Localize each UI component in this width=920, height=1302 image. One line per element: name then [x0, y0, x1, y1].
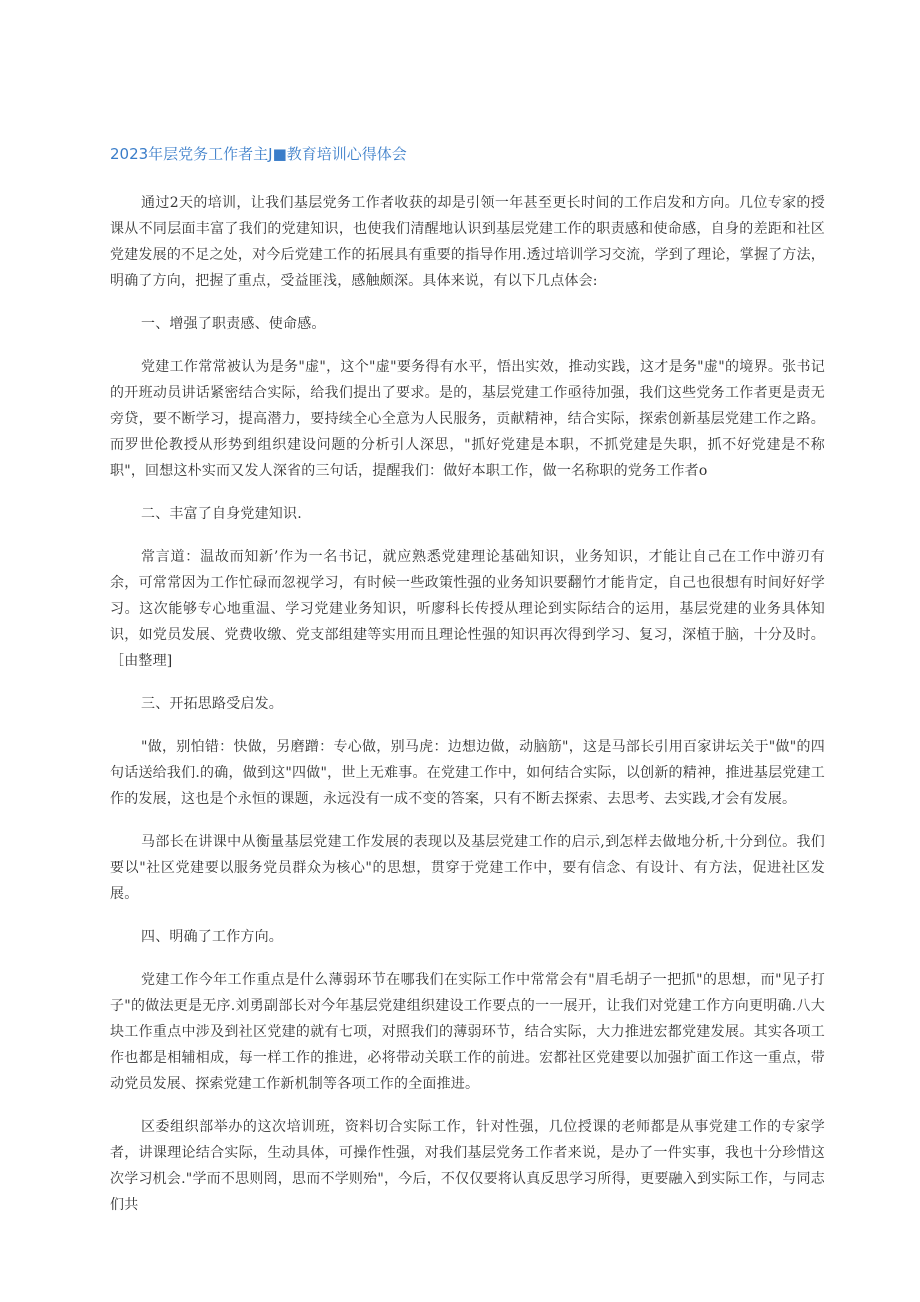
section-heading-2: 二、丰富了自身党建知识. — [141, 506, 302, 522]
section-heading-1: 一、增强了职责感、使命感。 — [141, 316, 326, 332]
paragraph-work-direction: 党建工作今年工作重点是什么薄弱环节在哪我们在实际工作中常常会有"眉毛胡子一把抓"的思想，而"见子打子"的做法更是无序.刘勇副部长对今年基层党建组织建设工作要点的一一展开，让我们对党建工作方向更明确.八大块工作重点中涉及到社区党建的就有七项，对照我们的薄弱环节，结合实际，大力推进宏都党建发展。其实各项工作也都是相辅相成，每一样工作的推进，必将带动关联工作的前进。宏都社区党建要以加强扩面工作这一重点，带动党员发展、探索党建工作新机制等各项工作的全面推进。 — [110, 972, 825, 1092]
paragraph-responsibility: 党建工作常常被认为是务"虚"，这个"虚"要务得有水平，悟出实效，推动实践，这才是务"虚"的境界。张书记的开班动员讲话紧密结合实际，给我们提出了要求。是的，基层党建工作亟待加强，我们这些党务工作者更是责无旁贷，要不断学习，提高潜力，要持续全心全意为人民服务，贡献精神，结合实际，探索创新基层党建工作之路。而罗世伦教授从形势到组织建设问题的分析引人深思，"抓好党建是本职，不抓党建是失职，抓不好党建是不称职"，回想这朴实而又发人深省的三句话，提醒我们：做好本职工作，做一名称职的党务工作者o — [110, 359, 825, 479]
section-heading-3: 三、开拓思路受启发。 — [141, 696, 283, 712]
paragraph-community-core: 马部长在讲课中从衡量基层党建工作发展的表现以及基层党建工作的启示,到怎样去做地分析,十分到位。我们要以"社区党建要以服务党员群众为核心"的思想，贯穿于党建工作中，要有信念、有设计、有方法，促进社区发展。 — [110, 834, 825, 902]
paragraph-knowledge: 常言道：温故而知新’作为一名书记，就应熟悉党建理论基础知识，业务知识，才能让自己在工作中游刃有余，可常常因为工作忙碌而忽视学习，有时候一些政策性强的业务知识要翻竹才能肯定，自己也很想有时间好好学习。这次能够专心地重温、学习党建业务知识，听廖科长传授从理论到实际结合的运用，基层党建的业务具体知识，如党员发展、党费收缴、党支部组建等实用而且理论性强的知识再次得到学习、复习，深植于脑，十分及时。［由整理] — [110, 549, 825, 669]
document-page — [110, 140, 825, 1235]
paragraph-four-do: "做，别怕错：快做，另磨蹭：专心做，别马虎：边想边做，动脑筋"，这是马部长引用百家讲坛关于"做"的四句话送给我们.的确，做到这"四做"，世上无难事。在党建工作中，如何结合实际，以创新的精神，推进基层党建工作的发展，这也是个永恒的课题，永远没有一成不变的答案，只有不断去探索、去思考、去实践,才会有发展。 — [110, 739, 825, 807]
document-title: 2023年层党务工作者主J■教育培训心得体会 — [110, 145, 407, 163]
paragraph-conclusion: 区委组织部举办的这次培训班，资料切合实际工作，针对性强，几位授课的老师都是从事党建工作的专家学者，讲课理论结合实际，生动具体，可操作性强，对我们基层党务工作者来说，是办了一件实事，我也十分珍惜这次学习机会."学而不思则罔，思而不学则殆"，今后，不仅仅要将认真反思学习所得，更要融入到实际工作，与同志们共 — [110, 1119, 825, 1213]
section-heading-4: 四、明确了工作方向。 — [141, 929, 283, 945]
paragraph-intro: 通过2天的培训，让我们基层党务工作者收获的却是引领一年甚至更长时间的工作启发和方向。几位专家的授课从不同层面丰富了我们的党建知识，也使我们清醒地认识到基层党建工作的职责感和使命感，自身的差距和社区党建发展的不足之处，对今后党建工作的拓展具有重要的指导作用.透过培训学习交流，学到了理论，掌握了方法，明确了方向，把握了重点，受益匪浅，感触颇深。具体来说，有以下几点体会: — [110, 195, 825, 289]
